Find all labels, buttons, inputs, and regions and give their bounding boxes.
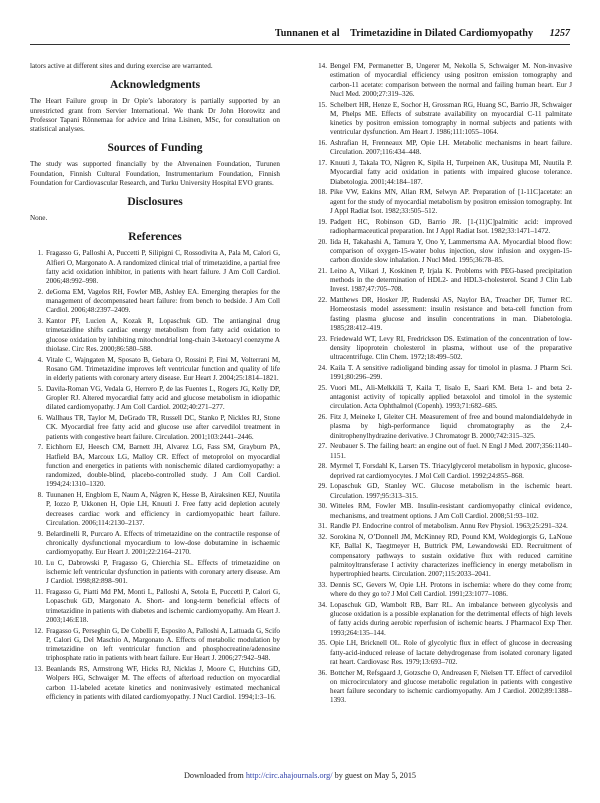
reference-item	[314, 639, 572, 667]
reference-number: 9.	[37, 529, 43, 538]
reference-number: 26.	[318, 413, 327, 421]
reference-text: Schelbert HR, Henze E, Sochor H, Grossman RG, Huang SC, Barrio JR, Schwaiger M, Phelps ME. Effects of substrate availability on myocardial C-11 palmitate kinetics by positron emission tomography in normal subjects and patients with ventricular dysfunction. Am Heart J. 1986;111:1055–1064.	[330, 100, 572, 137]
reference-text: Bottcher M, Refsgaard J, Gotzsche O, Andreasen F, Nielsen TT. Effect of carvedilol on microcirculatory and glucose metabolic regulation in patients with congestive heart failure secondary to ischemic cardiomyopathy. Am J Cardiol. 2002;89:1388–1393.	[330, 668, 572, 705]
reference-item	[314, 267, 572, 295]
reference-item	[314, 533, 572, 579]
reference-item	[314, 101, 572, 138]
reference-text: Fragasso G, Perseghin G, De Cobelli F, Esposito A, Palloshi A, Lattuada G, Scifo P, Calori G, Del Maschio A, Margonato A. Effects of metabolic modulation by trimetazidine on left ventricular function and phosphocreatine/adenosine triphosphate ratio in patients with heart failure. Eur Heart J. 2006;27:942–948.	[46, 626, 280, 663]
reference-text: Lopaschuk GD, Stanley WC. Glucose metabolism in the ischemic heart. Circulation. 1997;95:313–315.	[330, 482, 572, 500]
reference-item	[30, 317, 280, 354]
reference-number: 36.	[318, 668, 327, 677]
reference-number: 23.	[318, 334, 327, 343]
reference-item	[314, 139, 572, 158]
reference-number: 18.	[318, 188, 327, 197]
reference-item	[30, 249, 280, 286]
reference-text: Kaila T. A sensitive radioligand binding assay for timolol in plasma. J Pharm Sci. 1991;80:296–299.	[330, 363, 572, 381]
reference-item	[314, 159, 572, 187]
running-head	[30, 28, 570, 42]
reference-item	[314, 62, 572, 99]
reference-text: Fragasso G, Piatti Md PM, Monti L, Palloshi A, Setola E, Puccetti P, Calori G, Lopaschuk GD, Margonato A. Short- and long-term beneficial effects of trimetazidine in patients with diabetes and ischemic cardiomyopathy. Am Heart J. 2003;146:E18.	[46, 588, 280, 624]
reference-text: Fitz J, Meineke I, Gleiter CH. Measurement of free and bound malondialdehyde in plasma by high-performance liquid chromatography as the 2,4-dinitrophenylhydrazine derivative. J Chromatogr B. 2000;742:315–325.	[330, 413, 572, 440]
reference-number: 35.	[318, 639, 327, 648]
intro-paragraph: lators active at different sites and during exercise are warranted.	[30, 62, 213, 70]
reference-text: Fragasso G, Palloshi A, Puccetti P, Silipigni C, Rossodivita A, Pala M, Calori G, Alfieri O, Margonato A. A randomized clinical trial of trimetazidine, a partial free fatty acid oxidation inhibitor, in patients with heart failure. J Am Coll Cardiol. 2006;48:992–998.	[46, 249, 280, 285]
reference-number: 24.	[318, 363, 327, 372]
reference-number: 10.	[34, 558, 43, 567]
reference-text: Randle PJ. Endocrine control of metabolism. Annu Rev Physiol. 1963;25:291–324.	[330, 522, 568, 531]
page-number: 1257	[549, 28, 570, 39]
reference-number: 1.	[37, 249, 43, 258]
reference-text: Knuuti J, Takala TO, Någren K, Sipila H, Turpeinen AK, Uusitupa MI, Nuutila P. Myocardial fatty acid oxidation in patients with impaired glucose tolerance. Diabetologia. 2001;44:184–187.	[330, 159, 572, 186]
reference-item	[314, 188, 572, 216]
reference-item	[314, 669, 572, 706]
reference-item	[30, 588, 280, 625]
reference-item	[30, 356, 280, 384]
reference-number: 16.	[318, 139, 327, 147]
left-column	[30, 62, 280, 767]
reference-text: Bengel FM, Permanetter B, Ungerer M, Nekolla S, Schwaiger M. Non-invasive estimation of myocardial efficiency using positron emission tomography and carbon-11 acetate: comparison between the normal and failing human heart. Eur J Nucl Med. 2000;27:319–326.	[330, 62, 572, 98]
footer-prefix: Downloaded from	[183, 771, 246, 780]
funding-paragraph: The study was supported financially by the Ahvenainen Foundation, Turunen Foundation, Finnish Cultural Foundation, Instrumentarium Foundation, Finnish Foundation for Cardiovascular Research, and Turku University Hospital EVO grants.	[30, 160, 280, 187]
reference-text: Matthews DR, Hosker JP, Rudenski AS, Naylor BA, Treacher DF, Turner RC. Homeostasis model assessment: insulin resistance and beta-cell function from fasting plasma glucose and insulin concentrations in man. Diabetologia. 1985;28:412–419.	[330, 296, 572, 332]
reference-item	[30, 665, 280, 702]
reference-item	[30, 530, 280, 558]
reference-text: Eichhorn EJ, Heesch CM, Barnett JH, Alvarez LG, Fass SM, Grayburn PA, Hatfield BA, Marcoux LG, Malloy CR. Effect of metoprolol on myocardial function and energetics in patients with nonischemic dilated cardiomyopathy: a randomized, double-blind, placebo-controlled study. J Am Coll Cardiol. 1994;24:1310–1320.	[46, 443, 280, 489]
reference-item	[30, 385, 280, 413]
reference-text: Iida H, Takahashi A, Tamura Y, Ono Y, Lammertsma AA. Myocardial blood flow: comparison of oxygen-15-water bolus injection, slow infusion and oxygen-15-carbon dioxide slow inhalation. J Nucl Med. 1995;36:78–85.	[330, 237, 572, 264]
footer-link[interactable]: http://circ.ahajournals.org/	[245, 771, 333, 780]
reference-number: 28.	[318, 462, 327, 471]
reference-item	[314, 238, 572, 266]
reference-text: Friedewald WT, Levy RI, Fredrickson DS. Estimation of the concentration of low-density lipoprotein cholesterol in plasma, without use of the preparative ultracentrifuge. Clin Chem. 1972;18:499–502.	[330, 334, 572, 361]
reference-number: 6.	[37, 414, 43, 422]
reference-text: Beanlands RS, Armstrong WF, Hicks RJ, Nicklas J, Moore C, Hutchins GD, Wolpers HG, Schwaiger M. The effects of afterload reduction on myocardial carbon 11-labeled acetate kinetics and noninvasively estimated mechanical efficiency in patients with dilated cardiomyopathy. J Nucl Cardiol. 1994;1:3–16.	[46, 665, 280, 701]
reference-text: Opie LH, Bricknell OL. Role of glycolytic flux in effect of glucose in decreasing fatty-acid-induced release of lactate dehydrogenase from isolated coronary ligated rat heart. Cardiovasc Res. 1979;13:693–702.	[330, 639, 572, 666]
reference-number: 8.	[37, 491, 43, 499]
reference-item	[314, 413, 572, 441]
reference-number: 30.	[318, 502, 327, 511]
reference-text: Neubauer S. The failing heart: an engine out of fuel. N Engl J Med. 2007;356:1140–1151.	[330, 442, 572, 460]
reference-item	[314, 218, 572, 237]
reference-number: 7.	[37, 443, 43, 452]
reference-number: 2.	[37, 287, 43, 296]
reference-number: 17.	[318, 159, 327, 167]
reference-text: Wallhaus TR, Taylor M, DeGrado TR, Russell DC, Stanko P, Nickles RJ, Stone CK. Myocardial free fatty acid and glucose use after carvedilol treatment in patients with congestive heart failure. Circulation. 2001;103:2441–2446.	[46, 414, 280, 441]
reference-item	[314, 335, 572, 363]
reference-text: Myrmel T, Forsdahl K, Larsen TS. Triacylglycerol metabolism in hypoxic, glucose-deprived rat cardiomyocytes. J Mol Cell Cardiol. 1992;24:855–868.	[330, 462, 572, 480]
download-footer	[0, 771, 600, 780]
running-head-title: Trimetazidine in Dilated Cardiomyopathy	[350, 28, 534, 39]
reference-text: Tuunanen H, Engblom E, Naum A, Någren K, Hesse B, Airaksinen KEJ, Nuutila P, Iozzo P, Ukkonen H, Opie LH, Knuuti J. Free fatty acid depletion acutely decreases cardiac work and efficiency in cardiomyopathic heart failure. Circulation. 2006;114:2130–2137.	[46, 491, 280, 527]
reference-item	[30, 559, 280, 587]
reference-item	[314, 522, 572, 531]
reference-text: Sorokina N, O’Donnell JM, McKinney RD, Pound KM, Woldegiorgis G, LaNoue KF, Ballal K, Taegtmeyer H, Buttrick PM, Lewandowski ED. Recruitment of compensatory pathways to sustain oxidative flux with reduced carnitine palmitoyltransferase I activity characterizes inefficiency in energy metabolism in hypertrophied hearts. Circulation. 2007;115:2033–2041.	[330, 533, 572, 578]
reference-number: 29.	[318, 482, 327, 491]
reference-number: 25.	[318, 383, 327, 392]
header-rule	[30, 44, 570, 45]
reference-number: 20.	[318, 237, 327, 246]
acknowledgments-paragraph: The Heart Failure group in Dr Opie’s laboratory is partially supported by an unrestricted grant from Servier International. We thank Dr John Horowitz and Professor Tapani Rönnemaa for advice and Irina Lisinen, MSc, for consultation on statistical analyses.	[30, 97, 280, 133]
reference-number: 13.	[34, 665, 43, 673]
reference-number: 11.	[34, 588, 43, 596]
reference-number: 5.	[37, 384, 43, 393]
reference-item	[30, 443, 280, 489]
reference-number: 4.	[37, 355, 43, 364]
reference-number: 34.	[318, 600, 327, 609]
reference-number: 15.	[318, 100, 327, 109]
reference-item	[314, 601, 572, 638]
reference-item	[314, 296, 572, 333]
reference-text: Vitale C, Wajngaten M, Sposato B, Gebara O, Rossini P, Fini M, Volterrani M, Rosano GM. Trimetazidine improves left ventricular function and quality of life in elderly patients with coronary artery disease. Eur Heart J. 2004;25:1814–1821.	[46, 355, 280, 382]
running-head-authors: Tunnanen et al	[274, 28, 340, 39]
reference-text: Lu C, Dabrowski P, Fragasso G, Chierchia SL. Effects of trimetazidine on ischemic left ventricular dysfunction in patients with coronary artery disease. Am J Cardiol. 1998;82:898–901.	[46, 558, 280, 586]
disclosures-paragraph: None.	[30, 214, 48, 222]
acknowledgments-heading: Acknowledgments	[109, 79, 201, 92]
reference-number: 21.	[318, 266, 327, 275]
reference-number: 32.	[318, 533, 327, 541]
reference-text: Pike VW, Eakins MN, Allan RM, Selwyn AP. Preparation of [1-11C]acetate: an agent for the study of myocardial metabolism by positron emission tomography. Int J Appl Radiat Isot. 1982;33:505–512.	[330, 188, 572, 215]
reference-item	[314, 442, 572, 461]
reference-item	[30, 414, 280, 442]
reference-text: Padgett HC, Robinson GD, Barrio JR. [1-(11)C]palmitic acid: improved radiopharmaceutical preparation. Int J Appl Radiat Isot. 1982;33:1471–1472.	[330, 217, 572, 235]
reference-number: 22.	[318, 296, 327, 304]
reference-number: 33.	[318, 580, 327, 589]
reference-number: 19.	[318, 217, 327, 226]
reference-text: Vuori ML, Ali-Melkkilä T, Kaila T, Iisalo E, Saari KM. Beta 1- and beta 2-antagonist activity of topically applied betaxolol and timolol in the systemic circulation. Acta Ophthalmol (Copenh). 1993;71:682–685.	[330, 383, 572, 411]
reference-item	[314, 384, 572, 412]
reference-item	[314, 581, 572, 600]
reference-item	[30, 491, 280, 528]
reference-item	[30, 288, 280, 316]
reference-text: Witteles RM, Fowler MB. Insulin-resistant cardiomyopathy clinical evidence, mechanisms, and treatment options. J Am Coll Cardiol. 2008;51:93–102.	[330, 502, 572, 520]
reference-item	[314, 502, 572, 521]
reference-text: Dennis SC, Gevers W, Opie LH. Protons in ischemia: where do they come from; where do they go to? J Mol Cell Cardiol. 1991;23:1077–1086.	[330, 580, 572, 598]
reference-text: Kantor PF, Lucien A, Kozak R, Lopaschuk GD. The antianginal drug trimetazidine shifts cardiac energy metabolism from fatty acid oxidation to glucose oxidation by inhibiting mitochondrial long-chain 3-ketoacyl coenzyme A thiolase. Circ Res. 2000;86:580–588.	[46, 317, 280, 353]
reference-text: Lopaschuk GD, Wambolt RB, Barr RL. An imbalance between glycolysis and glucose oxidation is a possible explanation for the detrimental effects of high levels of fatty acids during aerobic reperfusion of ischemic hearts. J Pharmacol Exp Ther. 1993;264:135–144.	[330, 600, 572, 637]
reference-number: 31.	[318, 522, 327, 531]
footer-suffix: by guest on May 5, 2015	[332, 771, 417, 780]
references-heading: References	[128, 231, 182, 244]
reference-text: Leino A, Viikari J, Koskinen P, Irjala K. Problems with PEG-based precipitation methods in the determination of HDL2- and HDL3-cholesterol. Scand J Clin Lab Invest. 1987;47:705–708.	[330, 266, 572, 294]
reference-list-right	[314, 62, 572, 706]
reference-text: deGoma EM, Vagelos RH, Fowler MB, Ashley EA. Emerging therapies for the management of decompensated heart failure: from bench to bedside. J Am Coll Cardiol. 2006;48:2397–2409.	[46, 287, 280, 315]
reference-item	[314, 462, 572, 481]
reference-item	[314, 482, 572, 501]
reference-text: Davila-Roman VG, Vedala G, Herrero P, de las Fuentes L, Rogers JG, Kelly DP, Gropler RJ. Altered myocardial fatty acid and glucose metabolism in idiopathic dilated cardiomyopathy. J Am Coll Cardiol. 2002;40:271–277.	[46, 384, 280, 412]
reference-text: Belardinelli R, Purcaro A. Effects of trimetazidine on the contractile response of chronically dysfunctional myocardium to low-dose dobutamine in ischaemic cardiomyopathy. Eur Heart J. 2001;22:2164–2170.	[46, 529, 280, 556]
right-column	[314, 62, 572, 767]
reference-text: Ashrafian H, Frenneaux MP, Opie LH. Metabolic mechanisms in heart failure. Circulation. 2007;116:434–448.	[330, 139, 572, 157]
reference-number: 12.	[34, 626, 43, 635]
reference-list-left	[30, 249, 280, 702]
reference-item	[314, 364, 572, 383]
reference-item	[30, 627, 280, 664]
reference-number: 14.	[318, 62, 327, 70]
reference-number: 27.	[318, 442, 327, 451]
reference-number: 3.	[37, 317, 43, 325]
funding-heading: Sources of Funding	[107, 142, 203, 155]
disclosures-heading: Disclosures	[127, 196, 183, 208]
